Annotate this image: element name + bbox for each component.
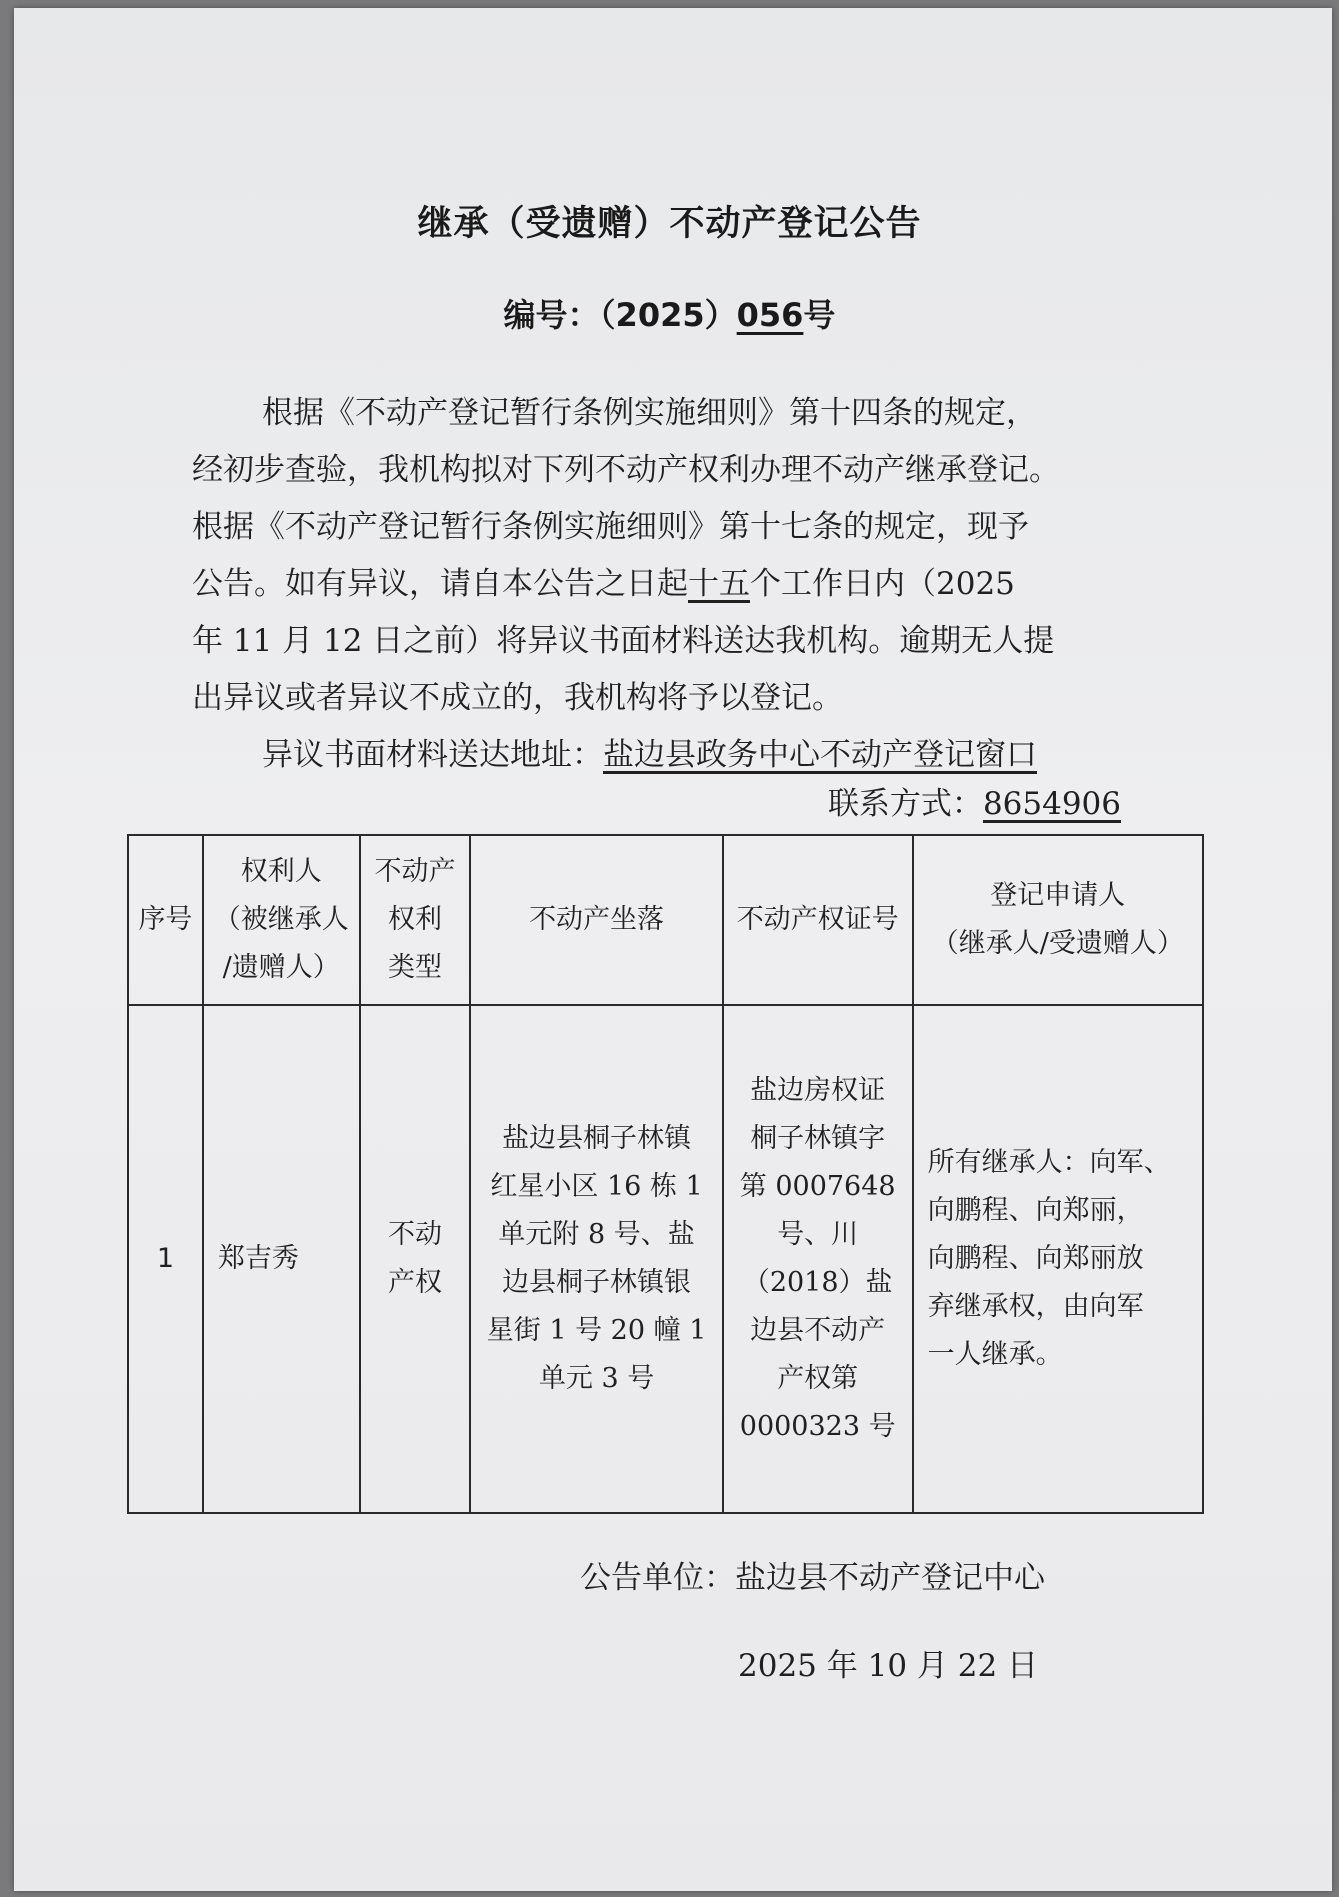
row-right-type <box>360 1005 471 1513</box>
cell-text: 星街 1 号 20 幢 1 <box>486 1315 707 1346</box>
cell-text: 第 0007648 <box>739 1171 896 1202</box>
cell-text: 0000323 号 <box>739 1411 896 1442</box>
document-number-prefix: 编号：（2025） <box>503 296 737 334</box>
cell-text: 号、川 <box>777 1219 859 1250</box>
cell-text: 不动 <box>387 1219 442 1250</box>
cell-text: 盐边县桐子林镇 <box>502 1123 692 1154</box>
body-line: 根据《不动产登记暂行条例实施细则》第十四条的规定， <box>262 395 1037 431</box>
header-text: （继承人/受遗赠人） <box>931 928 1184 959</box>
row-location <box>470 1005 722 1513</box>
objection-period: 十五 <box>688 566 750 602</box>
cell-text: 向鹏程、向郑丽放 <box>927 1243 1144 1274</box>
header-text: 登记申请人 <box>990 880 1126 911</box>
issue-date: 2025 年 10 月 22 日 <box>738 1648 1039 1684</box>
row-rights-holder: 郑吉秀 <box>203 1005 360 1513</box>
body-line: 经初步查验，我机构拟对下列不动产权利办理不动产继承登记。 <box>192 452 1060 488</box>
header-location: 不动产坐落 <box>470 835 722 1005</box>
header-text: 类型 <box>387 952 442 983</box>
notice-body <box>192 385 1152 784</box>
body-line-segment: 公告。如有异议，请自本公告之日起 <box>192 566 688 602</box>
registration-table <box>127 834 1204 1514</box>
cell-text: 单元 3 号 <box>538 1363 655 1394</box>
cell-text: 所有继承人：向军、 <box>927 1147 1171 1178</box>
table-header-row <box>128 835 1203 1005</box>
header-right-type <box>360 835 471 1005</box>
body-line: 出异议或者异议不成立的，我机构将予以登记。 <box>192 680 843 716</box>
document-number-suffix: 号 <box>803 296 836 334</box>
body-line <box>192 556 1152 613</box>
header-applicant <box>913 835 1203 1005</box>
contact-line <box>828 778 1121 823</box>
header-text: 不动产 <box>374 856 456 887</box>
cell-text: 向鹏程、向郑丽， <box>927 1195 1144 1226</box>
header-text: 权利 <box>387 904 442 935</box>
row-seq: 1 <box>128 1005 203 1513</box>
contact-label: 联系方式： <box>827 786 983 822</box>
cell-text: 一人继承。 <box>927 1339 1063 1370</box>
address-label: 异议书面材料送达地址： <box>262 737 603 773</box>
cell-text: 桐子林镇字 <box>750 1123 886 1154</box>
body-line: 年 11 月 12 日之前）将异议书面材料送达我机构。逾期无人提 <box>192 623 1055 659</box>
document-title: 继承（受遗赠）不动产登记公告 <box>417 204 922 244</box>
issuing-unit: 公告单位：盐边县不动产登记中心 <box>580 1560 1045 1596</box>
cell-text: 边县不动产 <box>750 1315 886 1346</box>
header-text: /遗赠人） <box>222 952 340 983</box>
document-number-value: 056 <box>736 296 804 334</box>
cell-text: 弃继承权，由向军 <box>927 1291 1144 1322</box>
document-number <box>0 290 1339 336</box>
contact-value: 8654906 <box>982 786 1121 822</box>
table-row <box>128 1005 1203 1513</box>
cell-text: 红星小区 16 栋 1 <box>490 1171 703 1202</box>
header-seq: 序号 <box>128 835 203 1005</box>
cell-text: （2018）盐 <box>742 1267 893 1298</box>
cell-text: 产权 <box>387 1267 442 1298</box>
header-certificate: 不动产权证号 <box>723 835 913 1005</box>
cell-text: 边县桐子林镇银 <box>502 1267 692 1298</box>
body-line: 根据《不动产登记暂行条例实施细则》第十七条的规定，现予 <box>192 509 1029 545</box>
address-line <box>192 727 1152 784</box>
cell-text: 单元附 8 号、盐 <box>498 1219 695 1250</box>
row-applicant <box>913 1005 1203 1513</box>
header-text: （被继承人 <box>213 904 349 935</box>
cell-text: 盐边房权证 <box>750 1075 886 1106</box>
body-line-segment: 个工作日内（2025 <box>750 566 1015 602</box>
address-value: 盐边县政务中心不动产登记窗口 <box>603 737 1037 773</box>
cell-text: 产权第 <box>777 1363 859 1394</box>
header-text: 权利人 <box>240 856 322 887</box>
header-rights-holder <box>203 835 360 1005</box>
row-certificate <box>723 1005 913 1513</box>
